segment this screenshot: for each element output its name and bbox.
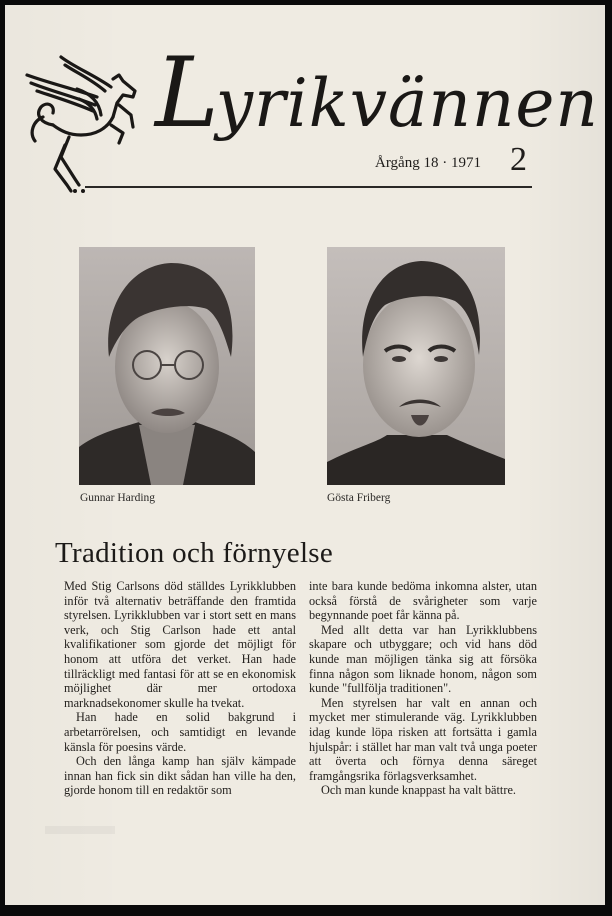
portrait-photo-gosta-friberg	[327, 247, 505, 485]
pegasus-icon	[19, 45, 149, 195]
paragraph: Och man kunde knappast ha valt bättre.	[321, 783, 516, 798]
title-initial: L	[155, 37, 220, 149]
paragraph: inte bara kunde bedöma inkomna alster, utan också förstå de svårigheter som varje begynnande poet får känna på.	[309, 579, 537, 623]
photo-caption: Gunnar Harding	[80, 492, 156, 504]
issue-number: 2	[510, 141, 527, 178]
issue-info: Årgång 18 · 1971	[375, 155, 481, 171]
magazine-page	[5, 5, 605, 905]
paragraph: Med allt detta var han Lyrikklubbens skapare och utbyggare; och vid hans död kunde man möjligen tänka sig att försöka finna någon som liknade honom, någon som kunde "fullfölja traditionen".	[309, 622, 537, 696]
show-through-mark	[45, 826, 115, 834]
article-column-2	[309, 579, 537, 798]
paragraph: Med Stig Carlsons död ställdes Lyrikklubben inför två alternativ beträffande den framtida styrelsen. Lyrikklubben var i stort sett en mans verk, och Stig Carlson hade ett antal kvalifikationer som gjorde det möjligt för honom att utföra det verket. Han hade tillräckligt med fantasi för att se en ekonomisk möjlighet där mer ortodoxa marknadsekonomer skulle ha tvekat.	[64, 579, 296, 710]
title-rest: yrikvännen	[215, 65, 599, 142]
portrait-photo-gunnar-harding	[79, 247, 255, 485]
paragraph: Men styrelsen har valt en annan och mycket mer stimulerande väg. Lyrikklubben idag kunde löpa risken att fortsätta i gamla hjulspår: i stället har man valt två unga poeter att överta och förnya denna säreget framgångsrika förlagsverksamhet.	[309, 695, 537, 783]
paragraph: Och den långa kamp han själv kämpade innan han fick sin dikt sådan han ville ha den, gjorde honom till en redaktör som	[64, 754, 296, 798]
masthead-rule	[85, 186, 532, 188]
article-headline: Tradition och förnyelse	[55, 537, 334, 569]
portrait-photo	[327, 247, 505, 485]
portrait-photo	[79, 247, 255, 485]
masthead-title	[155, 37, 599, 149]
article-column-1	[64, 579, 296, 798]
paragraph: Han hade en solid bakgrund i arbetarrörelsen, och samtidigt en levande känsla för poesins värde.	[64, 710, 296, 754]
photo-caption: Gösta Friberg	[327, 492, 391, 504]
